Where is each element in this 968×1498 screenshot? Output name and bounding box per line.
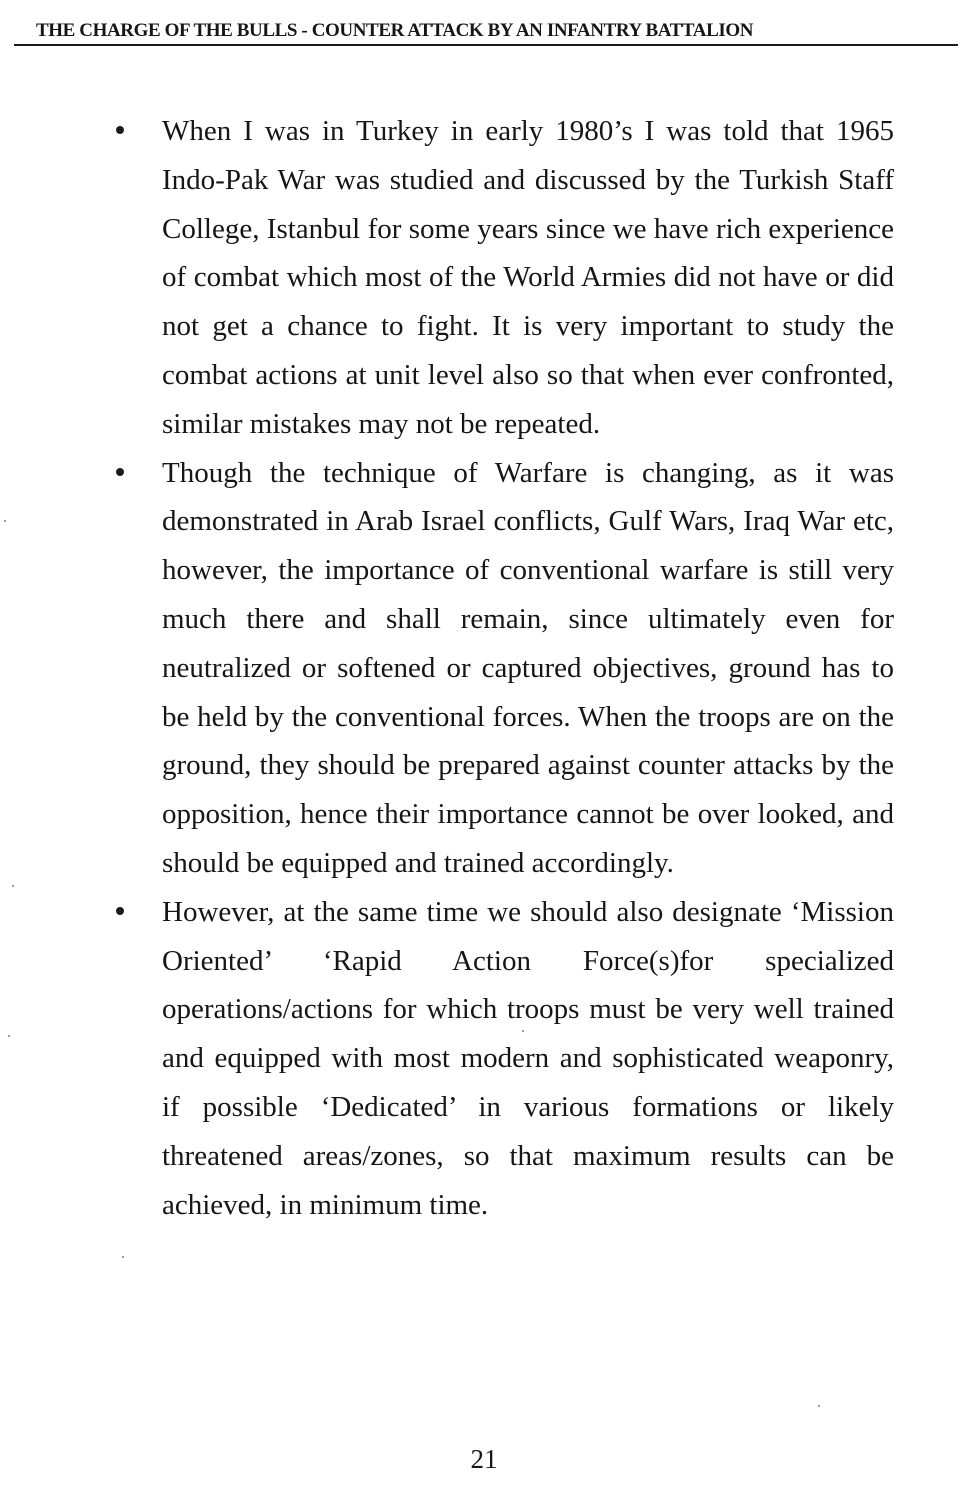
scan-speck	[8, 1035, 10, 1037]
scan-speck	[818, 1405, 820, 1407]
page-number: 21	[470, 1444, 498, 1474]
scan-speck	[12, 885, 14, 887]
bullet-text: However, at the same time we should also designate ‘Mission Oriented’ ‘Rapid Action Force(s)for specialized operations/actions for which troops must be very well trained and equipped with most modern and sophisticated weaponry, if possible ‘Dedicated’ in various formations or likely threatened areas/zones, so that maximum results can be achieved, in minimum time.	[162, 895, 894, 1221]
scan-speck	[122, 1256, 124, 1258]
bullet-dot-icon	[116, 907, 124, 915]
running-header	[14, 14, 958, 46]
scan-speck	[4, 520, 6, 522]
bullet-list	[0, 107, 968, 1229]
bullet-item	[0, 449, 968, 888]
scan-speck	[522, 1030, 524, 1032]
bullet-dot-icon	[116, 126, 124, 134]
bullet-text: When I was in Turkey in early 1980’s I was told that 1965 Indo-Pak War was studied and discussed by the Turkish Staff College, Istanbul for some years since we have rich experience of combat which most of the World Armies did not have or did not get a chance to fight. It is very important to study the combat actions at unit level also so that when ever confronted, similar mistakes may not be repeated.	[162, 115, 894, 440]
bullet-dot-icon	[116, 468, 124, 476]
bullet-item	[0, 888, 968, 1230]
bullet-text: Though the technique of Warfare is changing, as it was demonstrated in Arab Israel conflicts, Gulf Wars, Iraq War etc, however, the importance of conventional warfare is still very much there and shall remain, since ultimately even for neutralized or softened or captured objectives, ground has to be held by the conventional forces. When the troops are on the ground, they should be prepared against counter attacks by the opposition, hence their importance cannot be over looked, and should be equipped and trained accordingly.	[162, 456, 894, 879]
running-header-title: THE CHARGE OF THE BULLS - COUNTER ATTACK BY AN INFANTRY BATTALION	[36, 20, 754, 41]
bullet-item	[0, 107, 968, 449]
